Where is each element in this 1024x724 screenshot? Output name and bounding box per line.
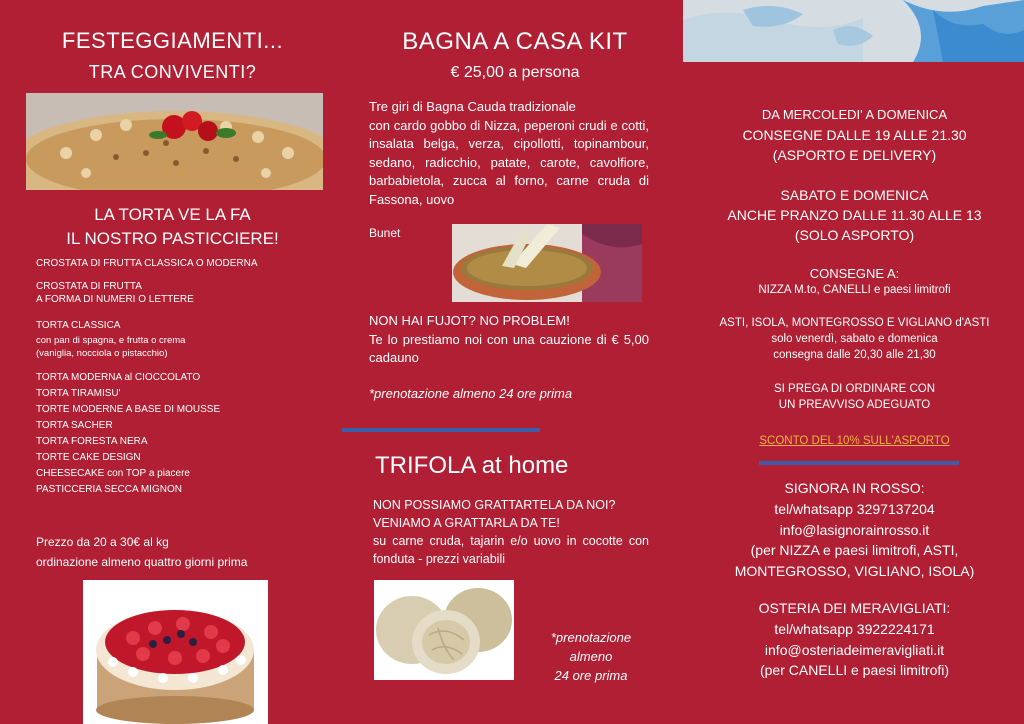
list-item: TORTA FORESTA NERA [36, 436, 148, 447]
bagna-cauda-photo [452, 224, 642, 302]
truffle-note-line-1: *prenotazione [550, 630, 632, 645]
list-item: TORTE CAKE DESIGN [36, 452, 141, 463]
contact-1-details [685, 499, 1024, 581]
cake-subtitle: TRA CONVIVENTI? [88, 62, 257, 82]
price-line: Prezzo da 20 a 30€ al kg [36, 535, 169, 549]
fruit-tart-photo [83, 580, 268, 724]
contact-1-area-2: MONTEGROSSO, VIGLIANO, ISOLA) [734, 562, 975, 579]
price-info [36, 532, 247, 572]
truffle-photo [374, 580, 514, 680]
bagna-lead: Tre giri di Bagna Cauda tradizionale [369, 99, 576, 114]
delivery-times: consegna dalle 20,30 alle 21,30 [773, 349, 936, 361]
truffle-booking-note [525, 628, 657, 685]
trifola-title: TRIFOLA at home [375, 452, 569, 479]
bunet-label: Bunet [369, 226, 401, 240]
contact-1-area-1: (per NIZZA e paesi limitrofi, ASTI, [750, 542, 959, 558]
delivery-heading: CONSEGNE A: [809, 266, 900, 281]
days-heading: DA MERCOLEDI' A DOMENICA [761, 107, 948, 122]
list-item: CROSTATA DI FRUTTA CLASSICA O MODERNA [36, 258, 258, 269]
weekend-service: (SOLO ASPORTO) [794, 227, 915, 243]
contact-2-details [685, 619, 1024, 681]
list-item: (vaniglia, nocciola o pistacchio) [36, 348, 168, 359]
truffle-note-line-3: 24 ore prima [554, 668, 628, 683]
discount-notice [685, 431, 1024, 449]
trifola-line-1: NON POSSIAMO GRATTARTELA DA NOI? [373, 498, 616, 512]
bagna-body: con cardo gobbo di Nizza, peperoni crudi e cotti, insalata belga, verza, cipollotti, topinambour, sedano, radicchio, patate, carote, cavolfiore, barbabietola, zucca al forno, carne cruda di Fassona, uovo [369, 117, 649, 207]
cake-column [0, 0, 345, 724]
info-column [685, 0, 1024, 724]
order-request-1: SI PREGA DI ORDINARE CON [773, 383, 936, 395]
list-item: TORTA TIRAMISU' [36, 388, 121, 399]
list-item: con pan di spagna, e frutta o crema [36, 335, 186, 346]
days-service: (ASPORTO E DELIVERY) [772, 147, 937, 163]
contact-2-heading: OSTERIA DEI MERAVIGLIATI: [758, 600, 951, 616]
trifola-line-2: VENIAMO A GRATTARLA DA TE! [373, 516, 560, 530]
hazelnut-cake-photo [26, 93, 323, 190]
list-item: TORTE MODERNE A BASE DI MOUSSE [36, 404, 221, 415]
order-notice: ordinazione almeno quattro giorni prima [36, 555, 248, 569]
bagna-column [345, 0, 685, 724]
pastry-heading-2: IL NOSTRO PASTICCIERE! [66, 229, 279, 248]
section-divider [342, 428, 540, 432]
trifola-body: su carne cruda, tajarin e/o uovo in cocotte con fonduta - prezzi variabili [373, 534, 649, 566]
cake-title: FESTEGGIAMENTI... [61, 28, 284, 53]
delivery-area-1: NIZZA M.to, CANELLI e paesi limitrofi [758, 284, 951, 296]
bagna-description [369, 98, 649, 209]
list-item: CROSTATA DI FRUTTA [36, 281, 142, 292]
contact-1-phone: tel/whatsapp 3297137204 [774, 501, 935, 517]
booking-note-suffix: almeno 24 ore prima [452, 386, 573, 401]
watercolor-banner [683, 0, 1024, 62]
delivery-days: solo venerdì, sabato e domenica [771, 333, 938, 345]
list-item: CHEESECAKE con TOP a piacere [36, 468, 190, 479]
delivery-area-2: ASTI, ISOLA, MONTEGROSSO E VIGLIANO d'ASTI [719, 317, 990, 329]
fujot-heading: NON HAI FUJOT? NO PROBLEM! [369, 313, 570, 328]
pastry-heading-1: LA TORTA VE LA FA [94, 205, 251, 224]
contact-2-area: (per CANELLI e paesi limitrofi) [759, 662, 950, 678]
bagna-price: € 25,00 a persona [450, 64, 580, 81]
bagna-title: BAGNA A CASA KIT [402, 28, 628, 55]
list-item: TORTA MODERNA al CIOCCOLATO [36, 372, 201, 383]
weekend-hours: ANCHE PRANZO DALLE 11.30 ALLE 13 [727, 207, 982, 223]
truffle-note-line-2: almeno [569, 649, 613, 664]
booking-note-prefix: *prenotazione [369, 386, 453, 401]
discount-text: SCONTO DEL 10% SULL'ASPORTO [759, 435, 950, 447]
trifola-description [373, 496, 649, 568]
list-item: TORTA CLASSICA [36, 320, 121, 331]
days-hours: CONSEGNE DALLE 19 ALLE 21.30 [742, 127, 967, 143]
weekend-heading: SABATO E DOMENICA [780, 187, 929, 203]
cake-list [36, 256, 336, 498]
contact-2-email: info@osteriadeimeravigliati.it [764, 641, 945, 658]
contact-2-phone: tel/whatsapp 3922224171 [774, 621, 935, 637]
order-request-2: UN PREAVVISO ADEGUATO [778, 399, 931, 411]
section-divider [759, 461, 959, 465]
fujot-info [369, 312, 649, 368]
booking-note [369, 386, 572, 401]
list-item: A FORMA DI NUMERI O LETTERE [36, 294, 194, 305]
contact-1-email: info@lasignorainrosso.it [779, 521, 930, 538]
contact-1-heading: SIGNORA IN ROSSO: [784, 480, 925, 496]
list-item: PASTICCERIA SECCA MIGNON [36, 484, 182, 495]
fujot-body: Te lo prestiamo noi con una cauzione di € 5,00 cadauno [369, 331, 649, 365]
list-item: TORTA SACHER [36, 420, 113, 431]
